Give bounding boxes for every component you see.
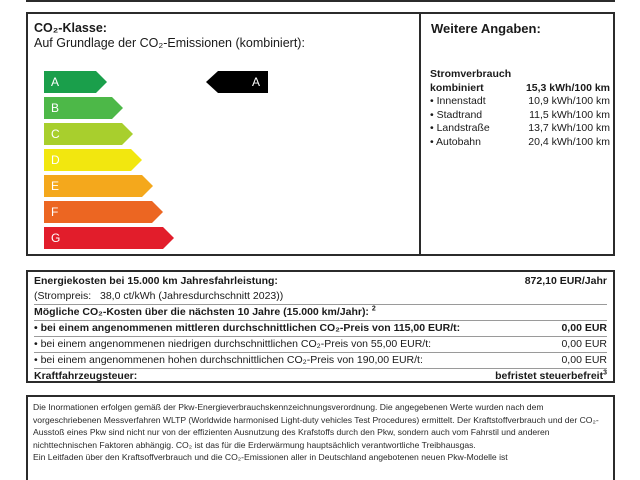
- electricity-price-row: (Strompreis: 38,0 ct/kWh (Jahresdurchschnitt 2023)): [34, 289, 607, 305]
- co2-costs-header: Mögliche CO₂-Kosten über die nächsten 10 Jahre (15.000 km/Jahr): $^2$: [34, 305, 607, 321]
- energy-costs-row: Energiekosten bei 15.000 km Jahresfahrleistung: 872,10 EUR/Jahr: [34, 275, 607, 287]
- consumption-row: • Autobahn 20,4 kWh/100 km: [430, 135, 610, 148]
- consumption-row: • Landstraße 13,7 kWh/100 km: [430, 122, 610, 134]
- energy-costs-value: 872,10 EUR/Jahr: [524, 275, 607, 287]
- stromverbrauch-header: Stromverbrauch: [430, 68, 512, 80]
- co2-cost-row-low: • bei einem angenommenen niedrigen durchschnittlichen CO₂-Preis von 55,00 EUR/t: 0,00 EUR: [34, 337, 607, 353]
- legal-info-paragraph: Die Inormationen erfolgen gemäß der Pkw-Energieverbrauchskennzeichnungsverordnung. Die angegebenen Werte wurden nach dem vorgeschriebenen Messverfahren WLTP (Worldwide harmonised Light-duty vehicles Test Procedures) ermittelt. Der Kraftstoffverbrauch und der CO₂-Ausstoß eines Pkw sind nicht nur von der effizienten Ausnutzung des Krafstoffs durch den Pkw, sondern auch vom Fahrstil und anderen nichttechnischen Faktoren abhängig. CO₂ ist das für die Erderwärmung hauptsächlich verantwortliche Treibhausgas.: [33, 402, 599, 450]
- co2-class-subtitle: Auf Grundlage der CO₂-Emissionen (kombiniert):: [34, 36, 305, 50]
- co2-bar-e: E: [44, 175, 142, 197]
- weitere-angaben-title: Weitere Angaben:: [431, 21, 541, 36]
- co2-bar-f: F: [44, 201, 152, 223]
- legal-info-paragraph: Ein Leitfaden über den Kraftsoffverbrauch und die CO₂-Emissionen aller in Deutschland angebotenen neuen Pkw-Modelle ist: [33, 452, 508, 462]
- co2-class-panel: [26, 12, 615, 256]
- co2-bar-c: C: [44, 123, 122, 145]
- vehicle-tax-row: Kraftfahrzeugsteuer: befristet steuerbefreit$^3$: [34, 369, 607, 382]
- legal-info-panel: [26, 395, 615, 480]
- co2-bar-b: B: [44, 97, 112, 119]
- co2-bar-d: D: [44, 149, 131, 171]
- consumption-row-combined: kombiniert 15,3 kWh/100 km: [430, 81, 610, 94]
- consumption-row: • Stadtrand 11,5 kWh/100 km: [430, 108, 610, 121]
- current-class-indicator: A: [218, 71, 268, 93]
- co2-class-title: CO₂-Klasse:: [34, 21, 107, 35]
- co2-bar-a: A: [44, 71, 96, 93]
- stromverbrauch-table: [430, 68, 610, 149]
- co2-cost-row-high: • bei einem angenommenen hohen durchschnittlichen CO₂-Preis von 190,00 EUR/t: 0,00 EUR: [34, 353, 607, 369]
- previous-section-border: [26, 0, 615, 2]
- panel-divider: [419, 14, 421, 254]
- co2-cost-row-mid: • bei einem angenommenen mittleren durchschnittlichen CO₂-Preis von 115,00 EUR/t: 0,00 EUR: [34, 321, 607, 337]
- co2-bar-g: G: [44, 227, 163, 249]
- consumption-row: • Innenstadt 10,9 kWh/100 km: [430, 95, 610, 107]
- costs-panel: [26, 270, 615, 383]
